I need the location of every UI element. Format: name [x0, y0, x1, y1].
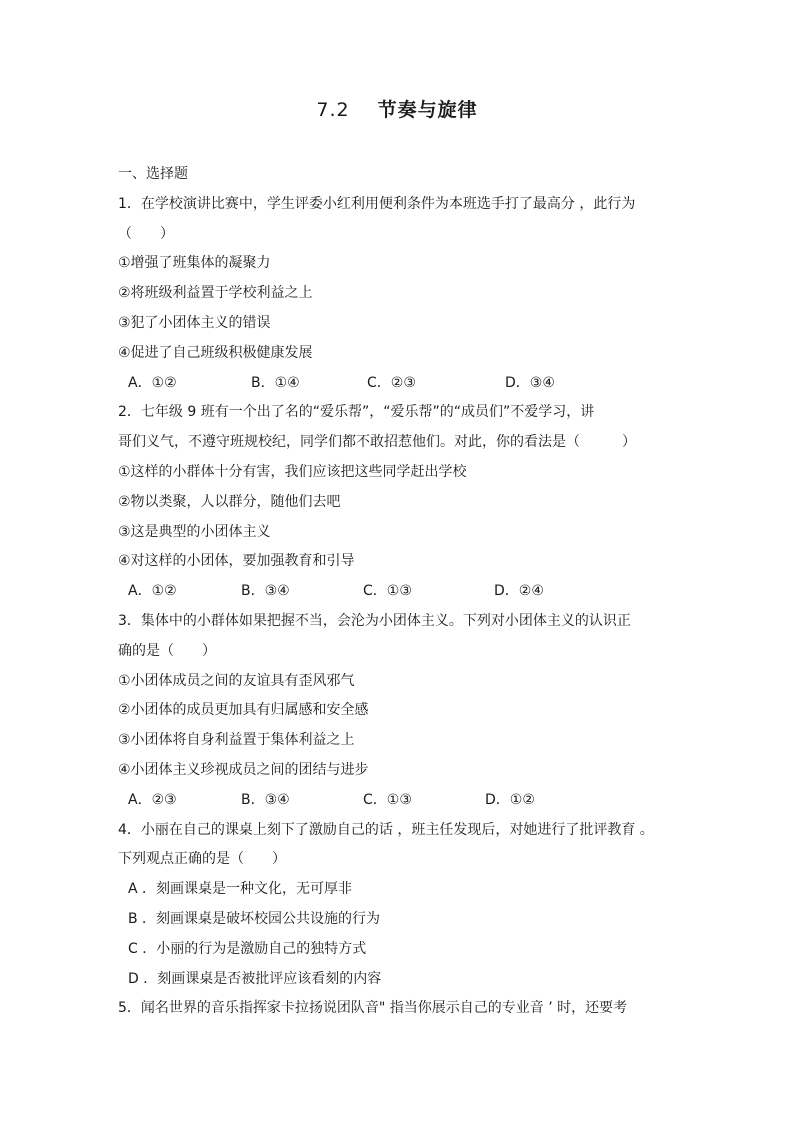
q4-choice-c: C ．小丽的行为是激励自己的独特方式	[128, 940, 367, 957]
q2-option-a: A．①②	[128, 583, 177, 600]
q3-item-1: ①小团体成员之间的友谊具有歪风邪气	[118, 672, 355, 689]
q3-item-2: ②小团体的成员更加具有归属感和安全感	[118, 702, 369, 719]
q2-options	[118, 577, 688, 607]
q1-option-c: C．②③	[367, 374, 416, 391]
section-heading: 一、选择题	[118, 166, 188, 182]
title-text: 节奏与旋律	[377, 99, 478, 121]
q3-option-d: D．①②	[485, 791, 535, 808]
q4-choice-d: D ．刻画课桌是否被批评应该看刻的内容	[128, 970, 382, 987]
q1-item-2: ②将班级利益置于学校利益之上	[118, 285, 313, 302]
q1-option-d: D．③④	[505, 374, 555, 391]
q2-item-1: ①这样的小群体十分有害，我们应该把这些同学赶出学校	[118, 463, 467, 480]
page-title	[0, 95, 794, 122]
q2-stem-line1: 2．七年级 9 班有一个出了名的“爱乐帮”，“爱乐帮”的“成员们”不爱学习，讲	[118, 404, 595, 421]
q2-item-2: ②物以类聚，人以群分，随他们去吧	[118, 493, 341, 510]
q1-option-a: A．①②	[128, 374, 177, 391]
q3-stem-line2: 确的是（ ）	[118, 642, 216, 659]
q3-item-4: ④小团体主义珍视成员之间的团结与进步	[118, 761, 369, 778]
q4-choice-b: B ．刻画课桌是破坏校园公共设施的行为	[128, 910, 381, 927]
q2-option-b: B．③④	[241, 583, 290, 600]
q2-item-3: ③这是典型的小团体主义	[118, 523, 271, 540]
q4-stem-line1: 4．小丽在自己的课桌上刻下了激励自己的话 ，班主任发现后，对她进行了批评教育 。	[118, 821, 654, 838]
q1-item-3: ③犯了小团体主义的错误	[118, 314, 271, 331]
q4-stem-line2: 下列观点正确的是（ ）	[118, 851, 286, 868]
question-list	[118, 160, 688, 1024]
q1-options	[118, 369, 688, 399]
q3-item-3: ③小团体将自身利益置于集体利益之上	[118, 732, 355, 749]
q5-stem-line1: 5．闻名世界的音乐指挥家卡拉扬说团队音" 指当你展示自己的专业音 ’ 时，还要考	[118, 1000, 628, 1017]
q1-item-1: ①增强了班集体的凝聚力	[118, 255, 271, 272]
q3-options	[118, 786, 688, 816]
q1-stem-line1: 1．在学校演讲比赛中，学生评委小红利用便利条件为本班选手打了最高分 ，此行为	[118, 195, 636, 212]
q2-option-c: C．①③	[363, 583, 412, 600]
q3-stem-line1: 3．集体中的小群体如果把握不当，会沦为小团体主义。下列对小团体主义的认识正	[118, 612, 631, 629]
q2-item-4: ④对这样的小团体，要加强教育和引导	[118, 553, 355, 570]
q2-option-d: D．②④	[494, 583, 544, 600]
q1-option-b: B．①④	[251, 374, 300, 391]
q3-option-b: B．③④	[241, 791, 290, 808]
q3-option-c: C．①③	[363, 791, 412, 808]
q4-choice-a: A ．刻画课桌是一种文化，无可厚非	[128, 881, 353, 898]
q1-stem-line2: （ ）	[118, 225, 174, 242]
title-number: 7.2	[316, 99, 350, 121]
q3-option-a: A．②③	[128, 791, 177, 808]
q2-stem-line2: 哥们义气，不遵守班规校纪，同学们都不敢招惹他们。对此，你的看法是（ ）	[118, 434, 636, 451]
q1-item-4: ④促进了自己班级积极健康发展	[118, 344, 313, 361]
